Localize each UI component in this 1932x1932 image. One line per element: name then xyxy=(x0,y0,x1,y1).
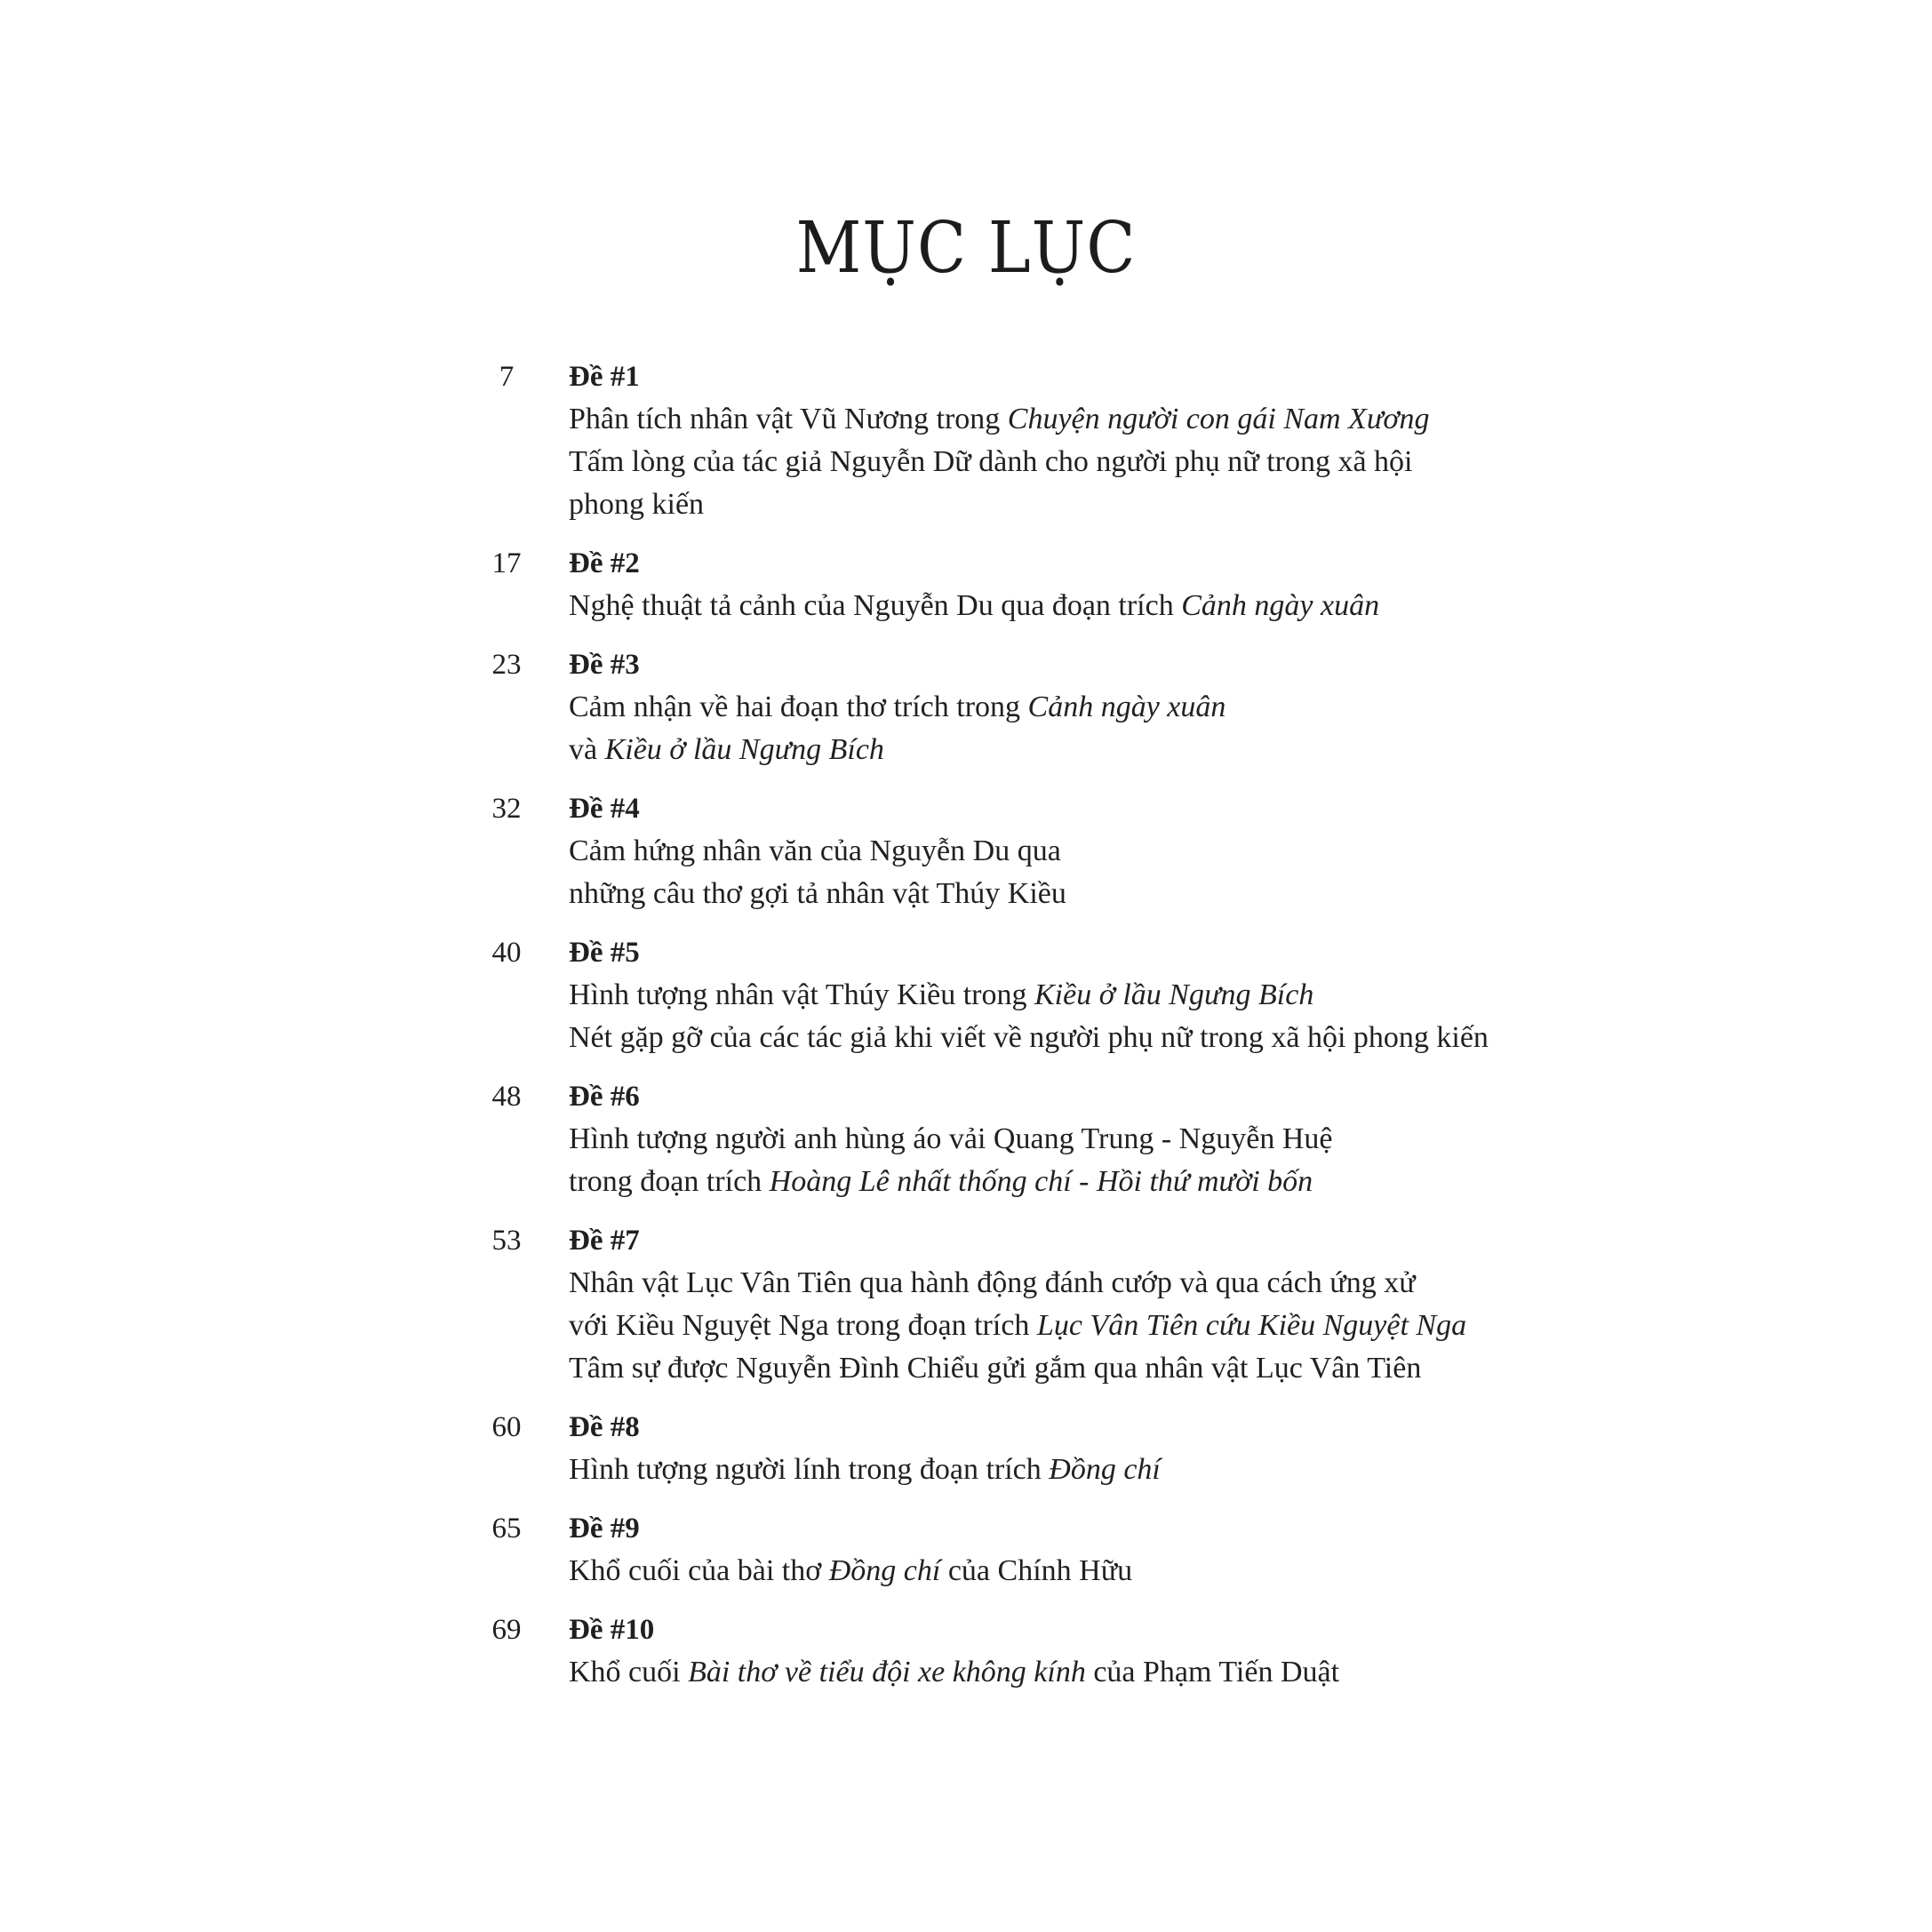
toc-page-number: 60 xyxy=(491,1411,522,1443)
toc-entry xyxy=(480,355,1529,526)
toc-entry xyxy=(480,1406,1529,1491)
line-text: của Chính Hữu xyxy=(940,1554,1133,1587)
toc-entry xyxy=(480,542,1529,627)
toc-entry-line xyxy=(569,1118,1529,1161)
toc-entry-line xyxy=(569,830,1529,873)
toc-entry-line xyxy=(569,1449,1529,1491)
line-text: Khổ cuối của bài thơ xyxy=(569,1554,829,1587)
toc-entry xyxy=(480,931,1529,1059)
work-title: Đồng chí xyxy=(828,1554,941,1587)
toc-entry-line xyxy=(569,686,1529,729)
line-text: với Kiều Nguyệt Nga trong đoạn trích xyxy=(569,1309,1037,1342)
toc-entry-line xyxy=(569,729,1529,771)
line-text: trong đoạn trích xyxy=(569,1165,770,1198)
line-text: Tấm lòng của tác giả Nguyễn Dữ dành cho người phụ nữ trong xã hội xyxy=(569,445,1413,478)
toc-page-number: 7 xyxy=(499,361,515,393)
toc-entry-line xyxy=(569,1017,1529,1059)
toc-page-number: 23 xyxy=(491,649,522,681)
toc-entry-label: Đề #5 xyxy=(569,937,640,969)
toc-entry xyxy=(480,1219,1529,1390)
work-title: Kiều ở lầu Ngưng Bích xyxy=(604,733,884,766)
page-title: MỤC LỤC xyxy=(795,206,1137,289)
work-title: Bài thơ về tiểu đội xe không kính xyxy=(688,1656,1086,1689)
toc-entry-label: Đề #4 xyxy=(569,793,640,825)
toc-entry-label: Đề #6 xyxy=(569,1081,640,1113)
line-text: Cảm nhận về hai đoạn thơ trích trong xyxy=(569,691,1028,723)
work-title: Lục Vân Tiên cứu Kiều Nguyệt Nga xyxy=(1036,1309,1467,1342)
toc-entry-label: Đề #3 xyxy=(569,649,640,681)
toc-entry-label: Đề #9 xyxy=(569,1513,640,1545)
toc-entry xyxy=(480,1609,1529,1694)
toc-entry-line xyxy=(569,585,1529,627)
line-text: Phân tích nhân vật Vũ Nương trong xyxy=(569,403,1008,435)
work-title: Cảnh ngày xuân xyxy=(1181,589,1380,622)
line-text: Khổ cuối xyxy=(569,1656,689,1689)
line-text: Tâm sự được Nguyễn Đình Chiểu gửi gắm qua nhân vật Lục Vân Tiên xyxy=(569,1352,1422,1385)
toc-entry xyxy=(480,787,1529,915)
toc-entry-line xyxy=(569,398,1529,441)
toc-entry-line xyxy=(569,974,1529,1017)
line-text: Hình tượng người anh hùng áo vải Quang Trung - Nguyễn Huệ xyxy=(569,1122,1333,1155)
line-text: Hình tượng nhân vật Thúy Kiều trong xyxy=(569,978,1034,1011)
toc-entry-line xyxy=(569,873,1529,915)
toc-entry-line xyxy=(569,483,1529,526)
toc-page-number: 17 xyxy=(491,547,522,579)
toc-page-number: 32 xyxy=(491,793,522,825)
toc-page-number: 65 xyxy=(491,1513,522,1545)
toc-entry-line xyxy=(569,1550,1529,1593)
toc-entry-label: Đề #7 xyxy=(569,1225,640,1257)
work-title: Đồng chí xyxy=(1049,1453,1161,1486)
line-text: Hình tượng người lính trong đoạn trích xyxy=(569,1453,1050,1486)
toc-entry-line xyxy=(569,1651,1529,1694)
toc-entry xyxy=(480,1075,1529,1203)
toc-entry-line xyxy=(569,1161,1529,1203)
line-text: của Phạm Tiến Duật xyxy=(1085,1656,1340,1689)
toc-entry-label: Đề #10 xyxy=(569,1614,655,1646)
work-title: Kiều ở lầu Ngưng Bích xyxy=(1034,978,1314,1011)
work-title: Cảnh ngày xuân xyxy=(1027,691,1226,723)
line-text: phong kiến xyxy=(569,488,705,521)
toc-entry-line xyxy=(569,441,1529,483)
work-title: Chuyện người con gái Nam Xương xyxy=(1007,403,1430,435)
line-text: Nét gặp gỡ của các tác giả khi viết về người phụ nữ trong xã hội phong kiến xyxy=(569,1021,1489,1054)
work-title: Hoàng Lê nhất thống chí - Hồi thứ mười bốn xyxy=(769,1165,1313,1198)
toc-entry xyxy=(480,643,1529,771)
line-text: những câu thơ gợi tả nhân vật Thúy Kiều xyxy=(569,877,1066,910)
toc-entry-line xyxy=(569,1347,1529,1390)
line-text: Cảm hứng nhân văn của Nguyễn Du qua xyxy=(569,834,1061,867)
toc-page-number: 48 xyxy=(491,1081,522,1113)
toc-entry-line xyxy=(569,1305,1529,1347)
toc-page-number: 69 xyxy=(491,1614,522,1646)
toc-entry xyxy=(480,1507,1529,1593)
toc-page-number: 40 xyxy=(491,937,522,969)
toc-entry-label: Đề #1 xyxy=(569,361,640,393)
line-text: và xyxy=(569,733,605,766)
toc-entry-line xyxy=(569,1262,1529,1305)
toc-entry-label: Đề #8 xyxy=(569,1411,640,1443)
table-of-contents xyxy=(480,355,1529,1710)
toc-page-number: 53 xyxy=(491,1225,522,1257)
toc-entry-label: Đề #2 xyxy=(569,547,640,579)
line-text: Nghệ thuật tả cảnh của Nguyễn Du qua đoạn trích xyxy=(569,589,1182,622)
line-text: Nhân vật Lục Vân Tiên qua hành động đánh cướp và qua cách ứng xử xyxy=(569,1266,1416,1299)
